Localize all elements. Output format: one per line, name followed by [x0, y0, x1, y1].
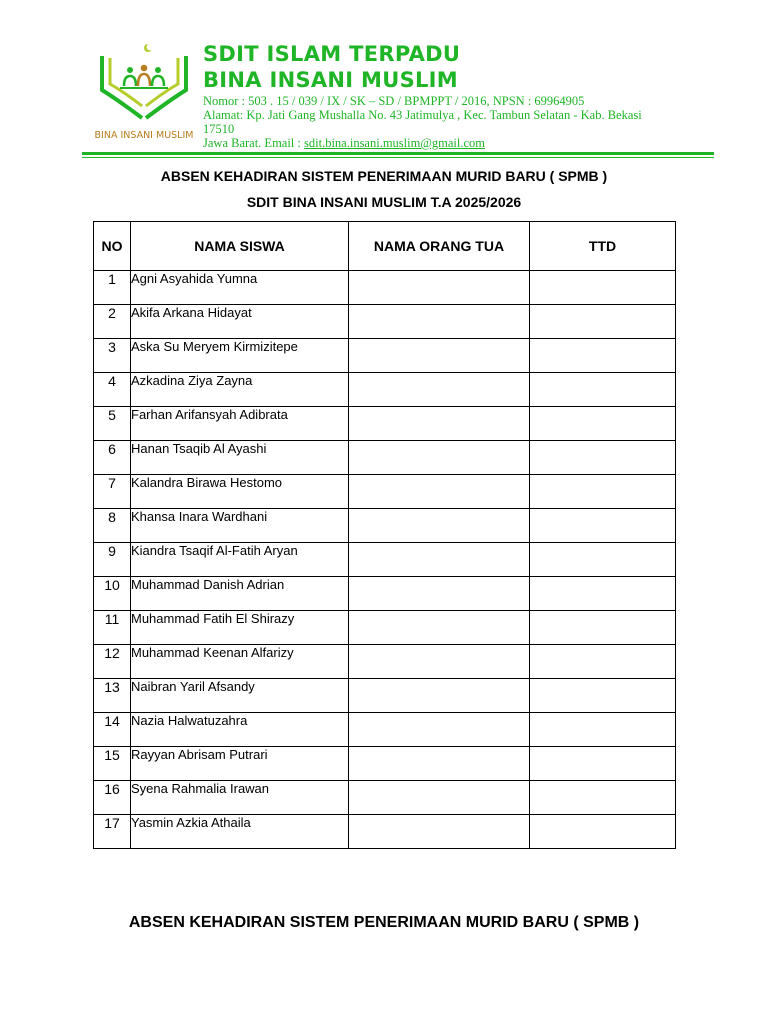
header-divider-thick [82, 152, 714, 155]
table-row [94, 611, 676, 645]
school-logo [88, 40, 200, 144]
parent-name-cell[interactable] [349, 305, 530, 339]
row-number: 3 [94, 339, 131, 373]
signature-cell[interactable] [530, 781, 676, 815]
school-name-line2: BINA INSANI MUSLIM [203, 68, 458, 92]
header-no: NO [94, 222, 131, 271]
row-number: 1 [94, 271, 131, 305]
signature-cell[interactable] [530, 339, 676, 373]
signature-cell[interactable] [530, 543, 676, 577]
attendance-table [93, 221, 676, 849]
contact-line [203, 136, 485, 150]
table-row [94, 679, 676, 713]
signature-cell[interactable] [530, 441, 676, 475]
table-row [94, 543, 676, 577]
parent-name-cell[interactable] [349, 781, 530, 815]
email-link[interactable]: sdit.bina.insani.muslim@gmail.com [304, 136, 485, 150]
address-line1: Alamat: Kp. Jati Gang Mushalla No. 43 Jatimulya , Kec. Tambun Selatan - Kab. Bekasi [203, 108, 642, 122]
row-number: 4 [94, 373, 131, 407]
address-line2: 17510 [203, 122, 235, 136]
row-number: 9 [94, 543, 131, 577]
school-name-line1: SDIT ISLAM TERPADU [203, 42, 461, 66]
parent-name-cell[interactable] [349, 713, 530, 747]
table-row [94, 271, 676, 305]
row-number: 2 [94, 305, 131, 339]
parent-name-cell[interactable] [349, 339, 530, 373]
table-row [94, 407, 676, 441]
book-mosque-icon [96, 40, 192, 128]
student-name: Akifa Arkana Hidayat [131, 305, 349, 339]
signature-cell[interactable] [530, 713, 676, 747]
table-row [94, 815, 676, 849]
table-row [94, 475, 676, 509]
signature-cell[interactable] [530, 407, 676, 441]
row-number: 6 [94, 441, 131, 475]
student-name: Muhammad Keenan Alfarizy [131, 645, 349, 679]
row-number: 13 [94, 679, 131, 713]
header-signature: TTD [530, 222, 676, 271]
parent-name-cell[interactable] [349, 645, 530, 679]
parent-name-cell[interactable] [349, 577, 530, 611]
signature-cell[interactable] [530, 815, 676, 849]
row-number: 16 [94, 781, 131, 815]
student-name: Rayyan Abrisam Putrari [131, 747, 349, 781]
student-name: Muhammad Danish Adrian [131, 577, 349, 611]
student-name: Syena Rahmalia Irawan [131, 781, 349, 815]
row-number: 10 [94, 577, 131, 611]
document-title: ABSEN KEHADIRAN SISTEM PENERIMAAN MURID BARU ( SPMB ) [160, 168, 608, 184]
row-number: 12 [94, 645, 131, 679]
student-name: Nazia Halwatuzahra [131, 713, 349, 747]
signature-cell[interactable] [530, 747, 676, 781]
parent-name-cell[interactable] [349, 747, 530, 781]
parent-name-cell[interactable] [349, 509, 530, 543]
parent-name-cell[interactable] [349, 543, 530, 577]
student-name: Kiandra Tsaqif Al-Fatih Aryan [131, 543, 349, 577]
parent-name-cell[interactable] [349, 679, 530, 713]
row-number: 7 [94, 475, 131, 509]
table-row [94, 339, 676, 373]
registration-number: Nomor : 503 . 15 / 039 / IX / SK – SD / BPMPPT / 2016, NPSN : 69964905 [203, 94, 585, 108]
student-name: Hanan Tsaqib Al Ayashi [131, 441, 349, 475]
student-name: Naibran Yaril Afsandy [131, 679, 349, 713]
table-row [94, 645, 676, 679]
signature-cell[interactable] [530, 679, 676, 713]
parent-name-cell[interactable] [349, 475, 530, 509]
header-parent-name: NAMA ORANG TUA [349, 222, 530, 271]
student-name: Khansa Inara Wardhani [131, 509, 349, 543]
row-number: 14 [94, 713, 131, 747]
table-header-row [94, 222, 676, 271]
parent-name-cell[interactable] [349, 441, 530, 475]
student-name: Aska Su Meryem Kirmizitepe [131, 339, 349, 373]
parent-name-cell[interactable] [349, 815, 530, 849]
table-row [94, 747, 676, 781]
signature-cell[interactable] [530, 509, 676, 543]
logo-text: BINA INSANI MUSLIM [94, 130, 194, 141]
signature-cell[interactable] [530, 475, 676, 509]
parent-name-cell[interactable] [349, 271, 530, 305]
row-number: 5 [94, 407, 131, 441]
row-number: 11 [94, 611, 131, 645]
row-number: 8 [94, 509, 131, 543]
student-name: Yasmin Azkia Athaila [131, 815, 349, 849]
header-student-name: NAMA SISWA [131, 222, 349, 271]
signature-cell[interactable] [530, 373, 676, 407]
city-email-label: Jawa Barat. Email : [203, 136, 305, 150]
student-name: Muhammad Fatih El Shirazy [131, 611, 349, 645]
signature-cell[interactable] [530, 645, 676, 679]
table-row [94, 577, 676, 611]
table-row [94, 305, 676, 339]
student-name: Farhan Arifansyah Adibrata [131, 407, 349, 441]
table-row [94, 713, 676, 747]
row-number: 15 [94, 747, 131, 781]
student-name: Agni Asyahida Yumna [131, 271, 349, 305]
repeated-document-title: ABSEN KEHADIRAN SISTEM PENERIMAAN MURID BARU ( SPMB ) [128, 914, 640, 931]
parent-name-cell[interactable] [349, 611, 530, 645]
signature-cell[interactable] [530, 271, 676, 305]
table-row [94, 509, 676, 543]
header-divider-thin [82, 157, 714, 158]
signature-cell[interactable] [530, 611, 676, 645]
table-row [94, 441, 676, 475]
signature-cell[interactable] [530, 577, 676, 611]
table-row [94, 781, 676, 815]
table-row [94, 373, 676, 407]
student-name: Kalandra Birawa Hestomo [131, 475, 349, 509]
parent-name-cell[interactable] [349, 407, 530, 441]
student-name: Azkadina Ziya Zayna [131, 373, 349, 407]
signature-cell[interactable] [530, 305, 676, 339]
row-number: 17 [94, 815, 131, 849]
parent-name-cell[interactable] [349, 373, 530, 407]
document-subtitle: SDIT BINA INSANI MUSLIM T.A 2025/2026 [246, 194, 522, 210]
